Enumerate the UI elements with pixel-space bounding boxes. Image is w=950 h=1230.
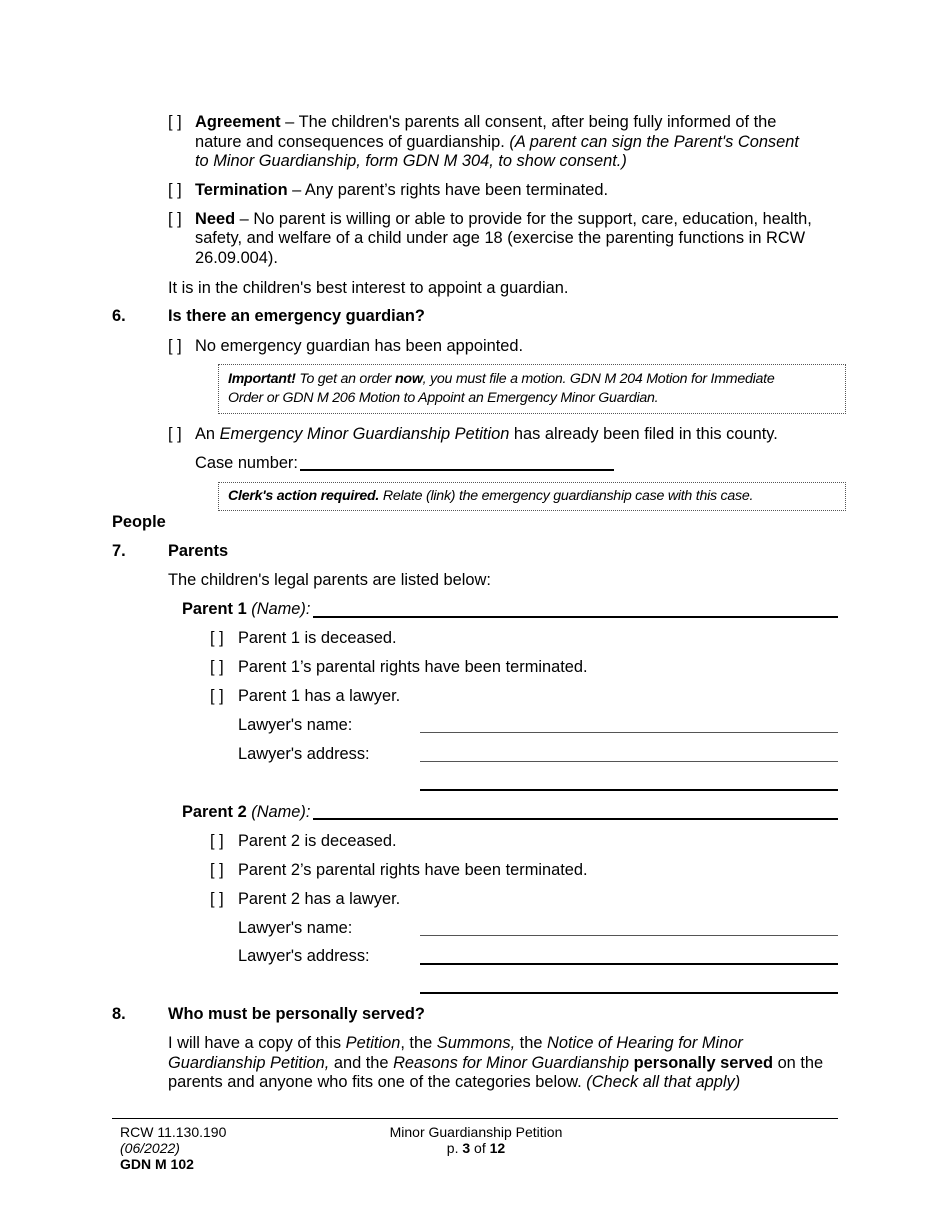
important-note-line-1 bbox=[228, 370, 836, 389]
parent-2-terminated-checkbox[interactable]: [ ] bbox=[210, 861, 224, 879]
s8-l2-a: and the bbox=[329, 1054, 394, 1072]
need-text-1: – No parent is willing or able to provide for the support, care, education, health, bbox=[235, 210, 812, 228]
footer-page-prefix: p. bbox=[446, 1140, 463, 1156]
case-number-label: Case number: bbox=[195, 454, 298, 472]
need-line-3: 26.09.004). bbox=[195, 249, 278, 267]
agreement-text-2: nature and consequences of guardianship. bbox=[195, 133, 510, 151]
parent-2-label-line bbox=[182, 802, 310, 822]
parent-1-terminated-checkbox[interactable]: [ ] bbox=[210, 658, 224, 676]
s8-summons: Summons, bbox=[436, 1034, 516, 1052]
s8-l2-c: on the bbox=[773, 1054, 824, 1072]
parent-1-terminated-text: Parent 1’s parental rights have been terminated. bbox=[238, 658, 588, 676]
need-line-2: safety, and welfare of a child under age 18 (exercise the parenting functions in RCW bbox=[195, 229, 806, 247]
s8-l1-b: , the bbox=[400, 1034, 437, 1052]
no-emergency-guardian-text: No emergency guardian has been appointed. bbox=[195, 337, 524, 355]
agreement-line-1 bbox=[195, 112, 776, 132]
parent-1-lawyer-name-label: Lawyer's name: bbox=[238, 716, 353, 734]
people-heading: People bbox=[112, 513, 166, 531]
footer-page-of: of bbox=[470, 1140, 490, 1156]
section-8-line-1 bbox=[168, 1033, 743, 1053]
parent-1-deceased-checkbox[interactable]: [ ] bbox=[210, 629, 224, 647]
parent-2-lawyer-address-field[interactable] bbox=[420, 963, 838, 965]
parent-2-lawyer-address-field-2[interactable] bbox=[420, 992, 838, 994]
petition-filed-checkbox[interactable]: [ ] bbox=[168, 425, 182, 443]
s8-notice: Notice of Hearing for Minor bbox=[547, 1034, 743, 1052]
s8-l3-a: parents and anyone who fits one of the categories below. bbox=[168, 1073, 587, 1091]
s8-notice-2: Guardianship Petition, bbox=[168, 1054, 330, 1072]
need-checkbox[interactable]: [ ] bbox=[168, 210, 182, 228]
parent-2-lawyer-name-label: Lawyer's name: bbox=[238, 919, 353, 937]
footer-title: Minor Guardianship Petition bbox=[389, 1124, 563, 1140]
parent-2-terminated-text: Parent 2’s parental rights have been terminated. bbox=[238, 861, 588, 879]
parent-1-lawyer-checkbox[interactable]: [ ] bbox=[210, 687, 224, 705]
agreement-title: Agreement bbox=[195, 113, 281, 131]
s8-l1-c: the bbox=[515, 1034, 548, 1052]
parent-1-lawyer-address-field-2[interactable] bbox=[420, 789, 838, 791]
parent-1-lawyer-text: Parent 1 has a lawyer. bbox=[238, 687, 401, 705]
important-text-c: Order or GDN M 206 Motion to Appoint an Emergency Minor Guardian. bbox=[228, 390, 659, 406]
important-note-line-2 bbox=[228, 389, 836, 408]
footer-total: 12 bbox=[489, 1140, 506, 1156]
agreement-checkbox[interactable]: [ ] bbox=[168, 113, 182, 131]
section-6-number: 6. bbox=[112, 307, 126, 325]
clerk-text: Relate (link) the emergency guardianship case with this case. bbox=[379, 488, 754, 504]
parent-1-name-field[interactable] bbox=[313, 616, 838, 618]
parent-2-label: Parent 2 bbox=[182, 803, 247, 821]
agreement-line-2 bbox=[195, 132, 799, 152]
section-8-number: 8. bbox=[112, 1005, 126, 1023]
footer-rcw: RCW 11.130.190 bbox=[120, 1124, 227, 1140]
parent-1-label-line bbox=[182, 599, 310, 619]
section-8-line-3 bbox=[168, 1072, 740, 1092]
important-now: now bbox=[395, 371, 423, 387]
footer-date: (06/2022) bbox=[120, 1140, 180, 1156]
case-number-field[interactable] bbox=[300, 469, 614, 471]
important-text-b: , you must file a motion. GDN M 204 Motion for Immediate bbox=[422, 371, 775, 387]
parent-1-deceased-text: Parent 1 is deceased. bbox=[238, 629, 397, 647]
termination-line bbox=[195, 180, 608, 200]
agreement-line-3 bbox=[195, 151, 627, 171]
section-7-number: 7. bbox=[112, 542, 126, 560]
s8-served: personally served bbox=[633, 1054, 774, 1072]
s8-petition: Petition bbox=[345, 1034, 401, 1052]
clerk-note-line bbox=[228, 487, 836, 506]
s8-check-all: (Check all that apply) bbox=[586, 1073, 741, 1091]
s8-l1-a: I will have a copy of this bbox=[168, 1034, 346, 1052]
termination-title: Termination bbox=[195, 181, 288, 199]
footer-page-number bbox=[376, 1140, 576, 1156]
petition-filed-text-a: An bbox=[195, 425, 220, 443]
parents-intro: The children's legal parents are listed below: bbox=[168, 571, 491, 589]
clerk-lead: Clerk's action required. bbox=[228, 488, 380, 504]
no-emergency-guardian-checkbox[interactable]: [ ] bbox=[168, 337, 182, 355]
best-interest-text: It is in the children's best interest to appoint a guardian. bbox=[168, 279, 569, 297]
parent-2-lawyer-checkbox[interactable]: [ ] bbox=[210, 890, 224, 908]
parent-1-lawyer-address-label: Lawyer's address: bbox=[238, 745, 370, 763]
important-note-box bbox=[218, 364, 846, 414]
parent-2-name-hint: (Name): bbox=[246, 803, 311, 821]
footer-form-number: GDN M 102 bbox=[120, 1156, 194, 1172]
clerk-note-box bbox=[218, 482, 846, 511]
parent-1-label: Parent 1 bbox=[182, 600, 247, 618]
termination-checkbox[interactable]: [ ] bbox=[168, 181, 182, 199]
section-8-title: Who must be personally served? bbox=[168, 1005, 425, 1023]
parent-2-lawyer-name-field[interactable] bbox=[420, 935, 838, 936]
agreement-italic-2: (A parent can sign the Parent's Consent bbox=[509, 133, 799, 151]
termination-text: – Any parent’s rights have been terminated. bbox=[287, 181, 609, 199]
petition-filed-text-b: has already been filed in this county. bbox=[509, 425, 778, 443]
need-title: Need bbox=[195, 210, 236, 228]
parent-1-lawyer-address-field[interactable] bbox=[420, 761, 838, 762]
parent-2-deceased-text: Parent 2 is deceased. bbox=[238, 832, 397, 850]
agreement-dash: – bbox=[280, 113, 299, 131]
parent-2-name-field[interactable] bbox=[313, 818, 838, 820]
section-7-title: Parents bbox=[168, 542, 229, 560]
petition-filed-line bbox=[195, 424, 778, 444]
parent-2-lawyer-address-label: Lawyer's address: bbox=[238, 947, 370, 965]
agreement-italic-3: to Minor Guardianship, form GDN M 304, to show consent.) bbox=[195, 152, 627, 170]
need-line-1 bbox=[195, 209, 812, 229]
s8-reasons: Reasons for Minor Guardianship bbox=[393, 1054, 630, 1072]
agreement-text-1: The children's parents all consent, after being fully informed of the bbox=[298, 113, 777, 131]
parent-1-name-hint: (Name): bbox=[246, 600, 311, 618]
petition-filed-italic: Emergency Minor Guardianship Petition bbox=[219, 425, 510, 443]
footer-rule bbox=[112, 1118, 838, 1119]
parent-2-lawyer-text: Parent 2 has a lawyer. bbox=[238, 890, 401, 908]
section-6-title: Is there an emergency guardian? bbox=[168, 307, 425, 325]
section-8-line-2 bbox=[168, 1053, 823, 1073]
important-text-a: To get an order bbox=[295, 371, 395, 387]
important-lead: Important! bbox=[228, 371, 296, 387]
footer-page: 3 bbox=[462, 1140, 471, 1156]
parent-1-lawyer-name-field[interactable] bbox=[420, 732, 838, 733]
parent-2-deceased-checkbox[interactable]: [ ] bbox=[210, 832, 224, 850]
